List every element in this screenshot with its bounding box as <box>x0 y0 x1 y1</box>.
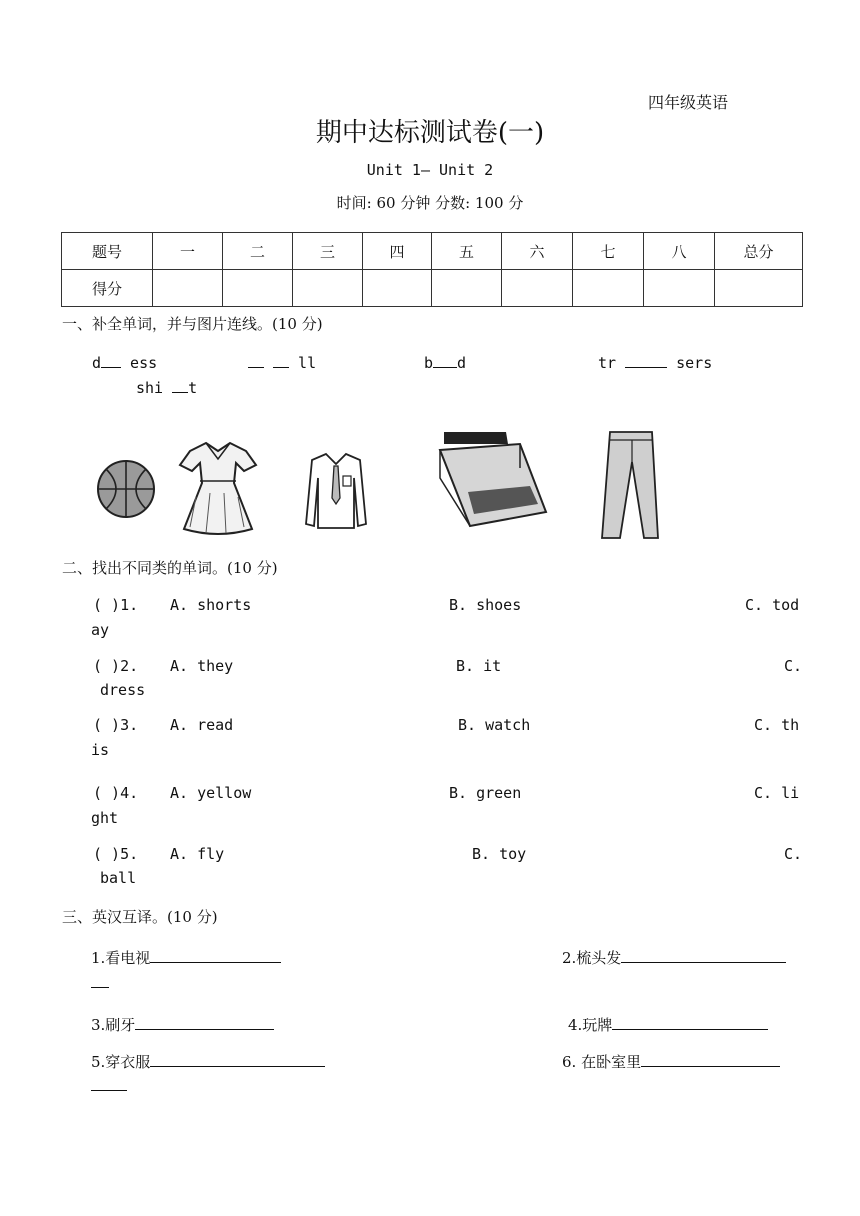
q4-option-b: B. green <box>449 784 522 802</box>
answer-line[interactable] <box>612 1013 768 1030</box>
table-cell: 四 <box>363 233 432 270</box>
q4-number[interactable]: ( )4. <box>93 784 139 802</box>
translate-item-6 <box>562 1050 780 1072</box>
table-cell: 五 <box>432 233 502 270</box>
q4-option-c-wrap: ght <box>91 809 119 827</box>
q2-option-c: C. <box>784 657 803 675</box>
word-blank[interactable] <box>625 353 667 368</box>
table-cell: 七 <box>573 233 644 270</box>
translate-prompt: 6. 在卧室里 <box>562 1053 642 1071</box>
translate-item-2 <box>562 946 786 968</box>
bed-image[interactable] <box>434 428 550 532</box>
word-item-trousers <box>598 353 712 372</box>
score-table-score-row <box>62 270 803 307</box>
word-item-bed <box>424 353 466 372</box>
translate-item-4 <box>568 1013 768 1035</box>
q3-option-c-wrap: is <box>91 741 110 759</box>
translate-prompt: 4.玩牌 <box>568 1016 613 1034</box>
word-text: ess <box>121 354 158 372</box>
word-text: d <box>457 354 467 372</box>
translate-item-3 <box>91 1013 274 1035</box>
q3-option-a: A. read <box>170 716 234 734</box>
answer-line-wrap <box>91 1090 127 1091</box>
word-text: ll <box>289 354 317 372</box>
q4-option-a: A. yellow <box>170 784 252 802</box>
answer-line[interactable] <box>135 1013 274 1030</box>
q1-number[interactable]: ( )1. <box>93 596 139 614</box>
answer-line[interactable] <box>150 1050 325 1067</box>
table-cell: 六 <box>502 233 573 270</box>
score-cell[interactable] <box>502 270 573 307</box>
answer-line[interactable] <box>621 946 786 963</box>
unit-subtitle: Unit 1— Unit 2 <box>366 161 494 179</box>
dress-image[interactable] <box>176 437 260 539</box>
q5-option-c-wrap: ball <box>100 869 137 887</box>
q1-option-a: A. shorts <box>170 596 252 614</box>
word-blank[interactable] <box>101 353 121 368</box>
q5-option-b: B. toy <box>472 845 527 863</box>
word-blank[interactable] <box>248 353 264 368</box>
trousers-image[interactable] <box>596 428 664 542</box>
word-text: d <box>92 354 102 372</box>
q3-number[interactable]: ( )3. <box>93 716 139 734</box>
translate-prompt: 3.刷牙 <box>91 1016 136 1034</box>
word-blank[interactable] <box>273 353 289 368</box>
translate-prompt: 5.穿衣服 <box>91 1053 151 1071</box>
score-cell[interactable] <box>363 270 432 307</box>
grade-label: 四年级英语 <box>648 93 729 112</box>
word-blank[interactable] <box>172 378 188 393</box>
table-cell: 二 <box>223 233 293 270</box>
score-table <box>61 232 803 307</box>
q1-option-c-wrap: ay <box>91 621 110 639</box>
q3-option-b: B. watch <box>458 716 531 734</box>
word-text: t <box>188 379 198 397</box>
score-cell[interactable] <box>715 270 803 307</box>
answer-line-wrap <box>91 987 109 988</box>
q2-option-b: B. it <box>456 657 502 675</box>
q3-option-c: C. th <box>754 716 800 734</box>
table-cell: 三 <box>293 233 363 270</box>
table-cell: 一 <box>153 233 223 270</box>
q2-number[interactable]: ( )2. <box>93 657 139 675</box>
score-cell[interactable] <box>432 270 502 307</box>
answer-line[interactable] <box>641 1050 780 1067</box>
translate-prompt: 1.看电视 <box>91 949 151 967</box>
word-blank[interactable] <box>433 353 457 368</box>
word-text: b <box>424 354 434 372</box>
answer-line[interactable] <box>150 946 281 963</box>
table-cell: 得分 <box>62 270 153 307</box>
score-cell[interactable] <box>293 270 363 307</box>
basketball-image[interactable] <box>96 458 158 520</box>
table-cell: 题号 <box>62 233 153 270</box>
word-text: sers <box>667 354 713 372</box>
shirt-image[interactable] <box>304 450 368 530</box>
section2-heading: 二、找出不同类的单词。(10 分) <box>62 559 278 577</box>
table-cell: 总分 <box>715 233 803 270</box>
word-item-shirt <box>136 378 197 397</box>
word-text: shi <box>136 379 173 397</box>
translate-prompt: 2.梳头发 <box>562 949 622 967</box>
q2-option-a: A. they <box>170 657 234 675</box>
score-table-header-row <box>62 233 803 270</box>
q4-option-c: C. li <box>754 784 800 802</box>
translate-item-1 <box>91 946 281 968</box>
time-score-info: 时间: 60 分钟 分数: 100 分 <box>336 194 524 212</box>
word-text: tr <box>598 354 626 372</box>
score-cell[interactable] <box>223 270 293 307</box>
page-title: 期中达标测试卷(一) <box>315 118 545 148</box>
q5-option-a: A. fly <box>170 845 225 863</box>
q1-option-c: C. tod <box>745 596 800 614</box>
word-item-ball <box>248 353 316 372</box>
score-cell[interactable] <box>153 270 223 307</box>
score-cell[interactable] <box>644 270 715 307</box>
table-cell: 八 <box>644 233 715 270</box>
q5-option-c: C. <box>784 845 803 863</box>
q1-option-b: B. shoes <box>449 596 522 614</box>
translate-item-5 <box>91 1050 325 1072</box>
q2-option-c-wrap: dress <box>100 681 146 699</box>
word-item-dress <box>92 353 157 372</box>
section1-heading: 一、补全单词，并与图片连线。(10 分) <box>62 315 323 333</box>
section3-heading: 三、英汉互译。(10 分) <box>62 908 218 926</box>
score-cell[interactable] <box>573 270 644 307</box>
q5-number[interactable]: ( )5. <box>93 845 139 863</box>
